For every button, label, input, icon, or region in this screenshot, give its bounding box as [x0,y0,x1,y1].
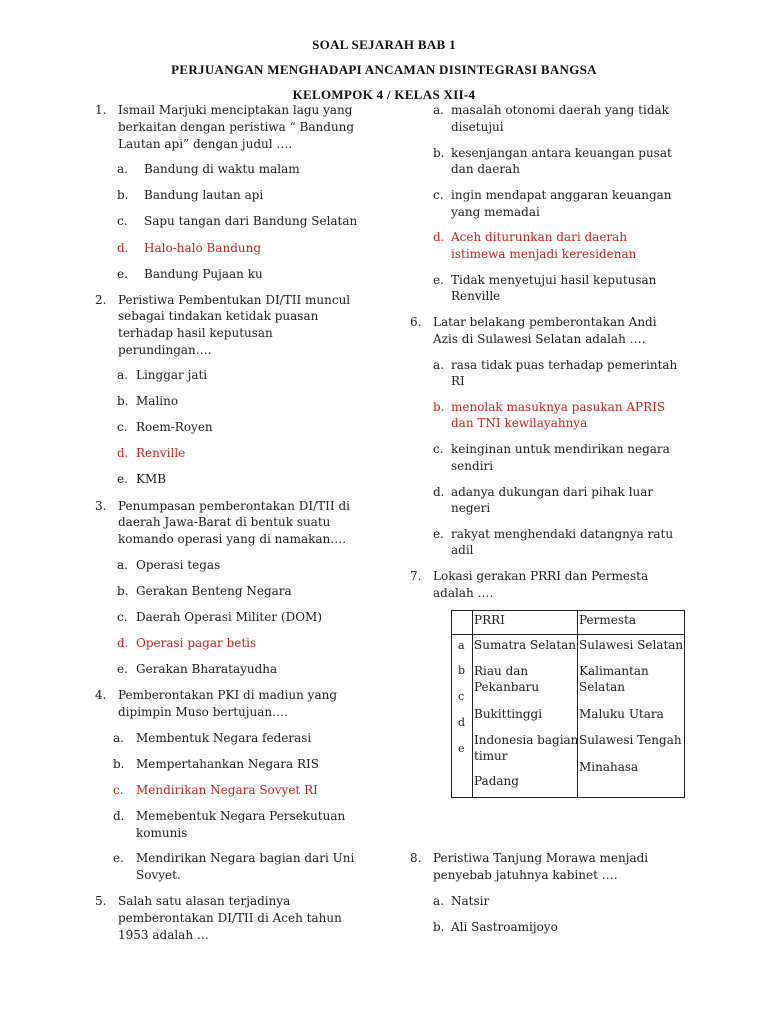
option-text: Gerakan Benteng Negara [136,584,292,598]
table-cell-prri: Pekanbaru [474,680,540,694]
option-letter-correct: b. [433,400,445,414]
question-text: Latar belakang pemberontakan Andi [433,315,657,329]
doc-subtitle: PERJUANGAN MENGHADAPI ANCAMAN DISINTEGRASI BANGSA [171,62,597,77]
table-cell-permesta: Kalimantan [579,664,649,678]
question-text: Lautan api” dengan judul …. [118,137,293,151]
option-text-correct: Operasi pagar betis [136,636,257,650]
option-text-correct: menolak masuknya pasukan APRIS [451,400,666,414]
option-letter: c. [117,610,128,624]
table-row-letter: e [458,742,465,755]
option-text: Sapu tangan dari Bandung Selatan [144,214,358,228]
table-header-divider [452,634,684,635]
question-text: pemberontakan DI/TII di Aceh tahun [118,911,342,925]
option-text: masalah otonomi daerah yang tidak [451,103,669,117]
option-letter: b. [117,188,129,202]
option-text: disetujui [451,120,504,134]
option-letter: e. [433,273,444,287]
option-letter: a. [113,731,124,745]
option-text: Mempertahankan Negara RIS [136,757,319,771]
question-text: penyebab jatuhnya kabinet …. [433,868,618,882]
question-number: 8. [410,851,422,865]
option-text: keinginan untuk mendirikan negara [451,442,670,456]
question-text: adalah …. [433,586,494,600]
option-text: negeri [451,501,491,515]
option-text: Tidak menyetujui hasil keputusan [451,273,657,287]
option-letter-correct: d. [117,446,129,460]
table-cell-permesta: Maluku Utara [579,707,664,721]
option-text: Ali Sastroamijoyo [451,920,558,934]
option-letter: e. [113,851,124,865]
option-letter: e. [117,472,128,486]
option-text-correct: Halo-halo Bandung [144,241,262,255]
option-text: komunis [136,826,188,840]
option-text-correct: dan TNI kewilayahnya [451,416,588,430]
question-text: daerah Jawa-Barat di bentuk suatu [118,515,331,529]
option-text: Bandung lautan api [144,188,264,202]
option-letter-correct: d. [117,636,129,650]
option-text: Malino [136,394,179,408]
question-text: perundingan…. [118,343,212,357]
question-number: 3. [95,499,107,513]
doc-group: KELOMPOK 4 / KELAS XII-4 [292,87,476,102]
option-letter: a. [433,894,444,908]
option-text: Memebentuk Negara Persekutuan [136,809,346,823]
table-header-prri: PRRI [474,613,505,627]
table-cell-prri: Padang [474,774,519,788]
question-number: 5. [95,894,107,908]
location-table [451,610,685,798]
table-row-letter: d [458,716,466,729]
question-text: komando operasi yang di namakan…. [118,532,347,546]
question-number: 1. [95,103,107,117]
question-number: 2. [95,293,107,307]
table-column-divider [472,611,473,797]
option-text: Daerah Operasi Militer (DOM) [136,610,323,624]
table-cell-permesta: Selatan [579,680,626,694]
question-text: berkaitan dengan peristiwa “ Bandung [118,120,355,134]
option-text: Natsir [451,894,490,908]
question-text: Peristiwa Pembentukan DI/TII muncul [118,293,351,307]
option-text-correct: Renville [136,446,186,460]
question-text: terhadap hasil keputusan [118,326,273,340]
option-text-correct: istimewa menjadi keresidenan [451,247,637,261]
option-text: adanya dukungan dari pihak luar [451,485,654,499]
option-letter: a. [117,368,128,382]
question-text: sebagai tindakan ketidak puasan [118,309,319,323]
table-cell-prri: timur [474,749,508,763]
option-letter: e. [433,527,444,541]
option-letter-correct: c. [113,783,124,797]
option-text: kesenjangan antara keuangan pusat [451,146,672,160]
option-letter: c. [433,188,444,202]
option-letter: c. [433,442,444,456]
option-letter: b. [113,757,125,771]
option-letter-correct: d. [433,230,445,244]
option-letter: c. [117,420,128,434]
question-text: dipimpin Muso bertujuan…. [118,705,288,719]
option-letter: d. [433,485,445,499]
option-letter: a. [117,162,128,176]
question-text: Penumpasan pemberontakan DI/TII di [118,499,350,513]
question-text: 1953 adalah … [118,928,209,942]
option-letter: e. [117,662,128,676]
table-row-letter: c [458,690,465,703]
option-letter: d. [113,809,125,823]
table-column-divider [577,611,578,797]
option-letter: e. [117,267,128,281]
option-text: RI [451,374,465,388]
option-text: KMB [136,472,167,486]
option-text: Roem-Royen [136,420,213,434]
table-cell-prri-correct: Sumatra Selatan [474,638,577,652]
option-text: Operasi tegas [136,558,221,572]
option-text-correct: Mendirikan Negara Sovyet RI [136,783,318,797]
doc-title: SOAL SEJARAH BAB 1 [312,37,456,52]
question-text: Lokasi gerakan PRRI dan Permesta [433,569,649,583]
option-letter: b. [433,146,445,160]
option-text: rasa tidak puas terhadap pemerintah [451,358,678,372]
option-text: ingin mendapat anggaran keuangan [451,188,672,202]
option-text: rakyat menghendaki datangnya ratu [451,527,674,541]
question-text: Salah satu alasan terjadinya [118,894,291,908]
table-row-letter-correct: a [458,639,465,652]
table-cell-permesta-correct: Sulawesi Selatan [579,638,684,652]
option-letter-correct: d. [117,241,129,255]
table-cell-prri: Indonesia bagian [474,733,579,747]
option-text: Renville [451,289,501,303]
option-letter: a. [433,103,444,117]
option-text: adil [451,543,474,557]
table-cell-prri: Bukittinggi [474,707,543,721]
option-text: sendiri [451,459,494,473]
option-letter: b. [117,394,129,408]
option-text: Mendirikan Negara bagian dari Uni [136,851,355,865]
option-text: yang memadai [451,205,540,219]
option-text: Membentuk Negara federasi [136,731,312,745]
option-letter: a. [117,558,128,572]
option-text: Bandung Pujaan ku [144,267,263,281]
option-text: Gerakan Bharatayudha [136,662,278,676]
question-text: Pemberontakan PKI di madiun yang [118,688,338,702]
question-number: 7. [410,569,422,583]
table-cell-permesta: Minahasa [579,760,639,774]
question-number: 6. [410,315,422,329]
question-number: 4. [95,688,107,702]
option-letter: b. [117,584,129,598]
option-letter: b. [433,920,445,934]
option-letter: c. [117,214,128,228]
option-text: Sovyet. [136,868,181,882]
option-text-correct: Aceh diturunkan dari daerah [451,230,628,244]
question-text: Azis di Sulawesi Selatan adalah …. [433,332,646,346]
option-letter: a. [433,358,444,372]
table-header-permesta: Permesta [579,613,636,627]
table-cell-prri: Riau dan [474,664,529,678]
table-cell-permesta: Sulawesi Tengah [579,733,682,747]
question-text: Ismail Marjuki menciptakan lagu yang [118,103,353,117]
option-text: Linggar jati [136,368,208,382]
option-text: dan daerah [451,162,520,176]
question-text: Peristiwa Tanjung Morawa menjadi [433,851,649,865]
option-text: Bandung di waktu malam [144,162,300,176]
table-row-letter: b [458,664,466,677]
